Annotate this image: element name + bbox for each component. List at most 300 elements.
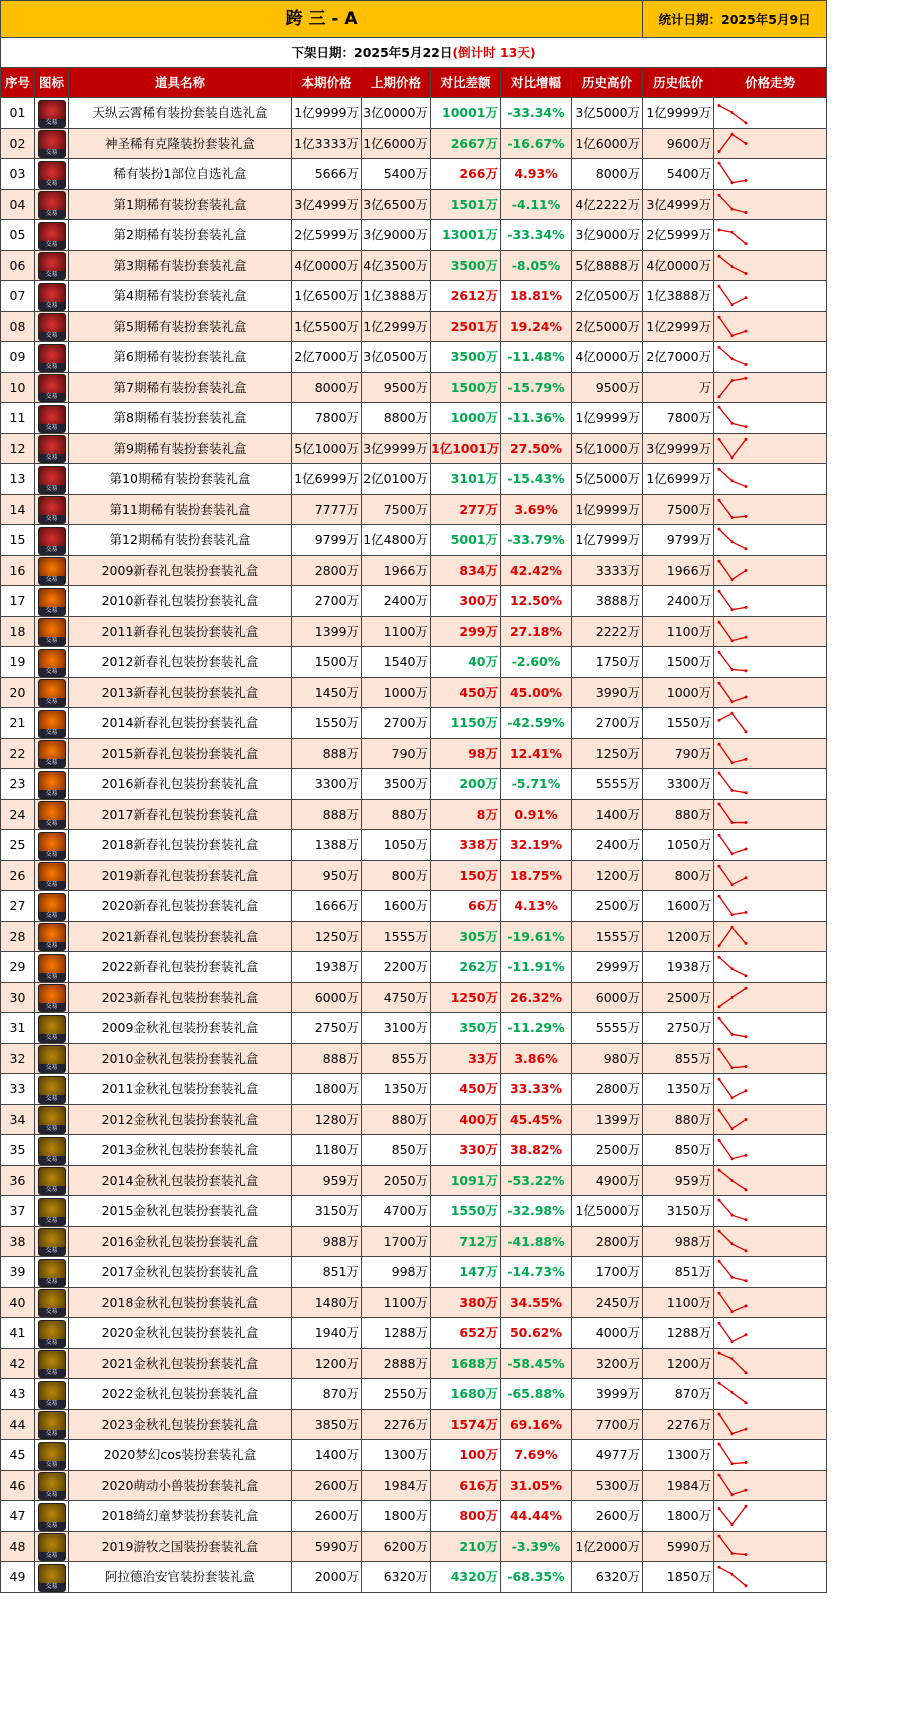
row-history-high: 1200万 [572,860,643,891]
row-trend-cell [714,1196,827,1227]
row-history-low: 1550万 [643,708,714,739]
trend-sparkline [714,769,826,798]
table-title: 跨 三 - A [1,1,643,38]
trend-point [745,876,748,879]
row-previous-price: 3亿0000万 [362,98,431,129]
trend-point [731,358,734,361]
row-item-name: 2020金秋礼包装扮套装礼盒 [69,1318,292,1349]
row-history-high: 2600万 [572,1501,643,1532]
row-icon-cell [35,830,69,861]
trend-point [731,789,734,792]
row-current-price: 9799万 [292,525,362,556]
col-header-name: 道具名称 [69,68,292,98]
row-item-name: 2018新春礼包装扮套装礼盒 [69,830,292,861]
row-item-name: 稀有装扮1部位自选礼盒 [69,159,292,190]
table-row [1,189,827,220]
row-trend-cell [714,311,827,342]
row-price-diff: 338万 [431,830,501,861]
row-history-low: 9799万 [643,525,714,556]
row-no: 11 [1,403,35,434]
row-history-low: 7800万 [643,403,714,434]
trend-point [731,1096,734,1099]
trend-point [745,1035,748,1038]
trend-line [719,1324,746,1342]
row-history-low: 5990万 [643,1531,714,1562]
row-price-change-pct: -32.98% [501,1196,572,1227]
trend-point [718,162,721,165]
trend-sparkline [714,251,826,280]
row-history-low: 1600万 [643,891,714,922]
row-trend-cell [714,403,827,434]
trend-point [745,1279,748,1282]
stat-date: 统计日期：2025年5月9日 [643,1,827,38]
row-trend-cell [714,1379,827,1410]
trend-sparkline [714,312,826,341]
row-price-diff: 1亿1001万 [431,433,501,464]
trend-point [745,1188,748,1191]
row-icon-cell [35,1135,69,1166]
gift-box-icon: 交易 [38,1167,66,1195]
row-previous-price: 1555万 [362,921,431,952]
row-icon-cell [35,677,69,708]
trend-point [718,1139,721,1142]
row-history-low: 790万 [643,738,714,769]
trend-sparkline [714,708,826,737]
trend-sparkline [714,1074,826,1103]
row-trend-cell [714,769,827,800]
row-current-price: 7777万 [292,494,362,525]
row-current-price: 5666万 [292,159,362,190]
table-row [1,708,827,739]
row-trend-cell [714,952,827,983]
row-current-price: 8000万 [292,372,362,403]
row-no: 02 [1,128,35,159]
table-row [1,1348,827,1379]
row-previous-price: 8800万 [362,403,431,434]
row-no: 25 [1,830,35,861]
row-current-price: 1399万 [292,616,362,647]
row-history-high: 3990万 [572,677,643,708]
row-no: 39 [1,1257,35,1288]
row-price-change-pct: 18.81% [501,281,572,312]
row-icon-cell [35,403,69,434]
row-history-low: 7500万 [643,494,714,525]
trend-sparkline [714,1562,826,1591]
trend-sparkline [714,1349,826,1378]
row-icon-cell [35,250,69,281]
trend-sparkline [714,1013,826,1042]
row-history-high: 4900万 [572,1165,643,1196]
trend-sparkline [714,647,826,676]
row-price-change-pct: 31.05% [501,1470,572,1501]
table-row [1,1379,827,1410]
table-row [1,677,827,708]
row-item-name: 第9期稀有装扮套装礼盒 [69,433,292,464]
row-price-diff: 380万 [431,1287,501,1318]
gift-box-icon: 交易 [38,1503,66,1531]
row-current-price: 3850万 [292,1409,362,1440]
row-price-change-pct: -4.11% [501,189,572,220]
trend-point [731,578,734,581]
row-price-diff: 200万 [431,769,501,800]
row-icon-cell [35,311,69,342]
row-icon-cell [35,433,69,464]
row-history-high: 1250万 [572,738,643,769]
row-price-change-pct: -5.71% [501,769,572,800]
row-price-diff: 1574万 [431,1409,501,1440]
row-price-change-pct: 3.86% [501,1043,572,1074]
table-row [1,891,827,922]
trend-line [719,714,746,732]
trend-point [718,150,721,153]
row-price-change-pct: -19.61% [501,921,572,952]
trend-point [745,329,748,332]
row-current-price: 2800万 [292,555,362,586]
row-trend-cell [714,860,827,891]
trend-point [731,334,734,337]
row-history-low: 5400万 [643,159,714,190]
row-no: 29 [1,952,35,983]
table-row [1,98,827,129]
row-icon-cell [35,1440,69,1471]
row-price-diff: 66万 [431,891,501,922]
trend-line [719,592,746,610]
trend-sparkline [714,1288,826,1317]
table-row [1,830,827,861]
trend-point [731,926,734,929]
trend-point [745,363,748,366]
row-item-name: 2016新春礼包装扮套装礼盒 [69,769,292,800]
row-price-diff: 712万 [431,1226,501,1257]
gift-box-icon: 交易 [38,252,66,280]
row-item-name: 第12期稀有装扮套装礼盒 [69,525,292,556]
row-item-name: 第6期稀有装扮套装礼盒 [69,342,292,373]
row-no: 19 [1,647,35,678]
table-row [1,1531,827,1562]
trend-line [719,561,746,579]
row-price-change-pct: 45.00% [501,677,572,708]
table-row [1,799,827,830]
trend-line [719,927,746,945]
row-current-price: 1938万 [292,952,362,983]
row-history-high: 2222万 [572,616,643,647]
row-price-diff: 277万 [431,494,501,525]
row-current-price: 1亿6999万 [292,464,362,495]
row-item-name: 2022新春礼包装扮套装礼盒 [69,952,292,983]
trend-line [719,1568,746,1586]
table-row [1,250,827,281]
trend-point [731,883,734,886]
row-price-change-pct: -3.39% [501,1531,572,1562]
trend-point [731,1310,734,1313]
table-row [1,220,827,251]
trend-point [718,719,721,722]
row-history-high: 1750万 [572,647,643,678]
row-current-price: 1亿5500万 [292,311,362,342]
row-no: 43 [1,1379,35,1410]
trend-point [745,272,748,275]
trend-point [731,712,734,715]
gift-box-icon: 交易 [38,1076,66,1104]
table-row [1,1440,827,1471]
row-trend-cell [714,1470,827,1501]
trend-point [731,1033,734,1036]
row-history-low: 880万 [643,1104,714,1135]
row-no: 17 [1,586,35,617]
gift-box-icon: 交易 [38,893,66,921]
trend-point [731,1276,734,1279]
trend-point [731,968,734,971]
gift-box-icon: 交易 [38,496,66,524]
trend-sparkline [714,1166,826,1195]
row-current-price: 1450万 [292,677,362,708]
row-current-price: 4亿0000万 [292,250,362,281]
row-trend-cell [714,159,827,190]
row-history-high: 2999万 [572,952,643,983]
row-item-name: 2016金秋礼包装扮套装礼盒 [69,1226,292,1257]
row-item-name: 2012新春礼包装扮套装礼盒 [69,647,292,678]
row-price-diff: 300万 [431,586,501,617]
trend-point [745,1505,748,1508]
row-history-low: 1300万 [643,1440,714,1471]
trend-line [719,256,746,273]
trend-sparkline [714,281,826,310]
row-history-high: 3亿9000万 [572,220,643,251]
table-row [1,555,827,586]
trend-point [745,1304,748,1307]
gift-box-icon: 交易 [38,862,66,890]
row-previous-price: 1000万 [362,677,431,708]
trend-line [719,1200,746,1220]
gift-box-icon: 交易 [38,1137,66,1165]
trend-line [719,1231,746,1251]
row-previous-price: 7500万 [362,494,431,525]
row-price-diff: 40万 [431,647,501,678]
trend-point [731,761,734,764]
trend-point [745,179,748,182]
row-history-high: 3333万 [572,555,643,586]
row-icon-cell [35,799,69,830]
row-price-diff: 834万 [431,555,501,586]
row-previous-price: 3500万 [362,769,431,800]
row-trend-cell [714,1531,827,1562]
trend-line [719,439,746,457]
row-item-name: 第7期稀有装扮套装礼盒 [69,372,292,403]
row-history-high: 9500万 [572,372,643,403]
row-previous-price: 998万 [362,1257,431,1288]
row-current-price: 1亿9999万 [292,98,362,129]
row-icon-cell [35,1104,69,1135]
col-header-trend: 价格走势 [714,68,827,98]
row-no: 35 [1,1135,35,1166]
row-item-name: 2013新春礼包装扮套装礼盒 [69,677,292,708]
gift-box-icon: 交易 [38,527,66,555]
row-price-change-pct: -53.22% [501,1165,572,1196]
row-current-price: 7800万 [292,403,362,434]
row-previous-price: 6320万 [362,1562,431,1593]
row-current-price: 1亿3333万 [292,128,362,159]
trend-sparkline [714,1410,826,1439]
trend-point [718,621,721,624]
gift-box-icon: 交易 [38,923,66,951]
row-previous-price: 4700万 [362,1196,431,1227]
trend-sparkline [714,678,826,707]
trend-point [718,316,721,319]
row-current-price: 5亿1000万 [292,433,362,464]
row-price-change-pct: 38.82% [501,1135,572,1166]
row-history-low: 3150万 [643,1196,714,1227]
gift-box-icon: 交易 [38,710,66,738]
row-icon-cell [35,1409,69,1440]
row-previous-price: 5400万 [362,159,431,190]
row-item-name: 2021新春礼包装扮套装礼盒 [69,921,292,952]
trend-line [719,653,746,671]
row-previous-price: 1300万 [362,1440,431,1471]
trend-line [719,317,746,335]
row-icon-cell [35,1379,69,1410]
row-price-diff: 1680万 [431,1379,501,1410]
table-row [1,1562,827,1593]
trend-sparkline [714,617,826,646]
row-history-high: 1700万 [572,1257,643,1288]
row-item-name: 神圣稀有克隆装扮套装礼盒 [69,128,292,159]
table-row [1,1318,827,1349]
row-no: 44 [1,1409,35,1440]
row-price-diff: 1550万 [431,1196,501,1227]
row-icon-cell [35,1562,69,1593]
row-icon-cell [35,1013,69,1044]
gift-box-icon: 交易 [38,374,66,402]
row-price-change-pct: -11.36% [501,403,572,434]
gift-box-icon: 交易 [38,1320,66,1348]
row-previous-price: 3亿9999万 [362,433,431,464]
col-header-current: 本期价格 [292,68,362,98]
trend-point [731,608,734,611]
row-previous-price: 4750万 [362,982,431,1013]
row-price-diff: 266万 [431,159,501,190]
row-history-low: 3亿4999万 [643,189,714,220]
gift-box-icon: 交易 [38,1472,66,1500]
trend-point [745,974,748,977]
trend-line [719,1049,746,1067]
trend-sparkline [714,1135,826,1164]
row-price-diff: 2501万 [431,311,501,342]
table-row [1,1287,827,1318]
row-trend-cell [714,891,827,922]
row-price-diff: 350万 [431,1013,501,1044]
row-trend-cell [714,1287,827,1318]
row-price-diff: 210万 [431,1531,501,1562]
table-row [1,128,827,159]
row-item-name: 2017新春礼包装扮套装礼盒 [69,799,292,830]
row-history-low: 988万 [643,1226,714,1257]
row-history-low: 1984万 [643,1470,714,1501]
row-icon-cell [35,982,69,1013]
trend-sparkline [714,1379,826,1408]
col-header-high: 历史高价 [572,68,643,98]
row-current-price: 1180万 [292,1135,362,1166]
trend-point [718,651,721,654]
trend-point [731,1127,734,1130]
row-current-price: 1666万 [292,891,362,922]
trend-line [719,1141,746,1159]
trend-point [718,1322,721,1325]
row-previous-price: 1100万 [362,616,431,647]
gift-box-icon: 交易 [38,191,66,219]
row-price-change-pct: -68.35% [501,1562,572,1593]
row-previous-price: 3亿6500万 [362,189,431,220]
row-price-change-pct: 45.45% [501,1104,572,1135]
trend-point [718,229,721,232]
row-no: 38 [1,1226,35,1257]
trend-line [719,106,746,123]
row-item-name: 2017金秋礼包装扮套装礼盒 [69,1257,292,1288]
row-history-high: 2800万 [572,1074,643,1105]
gift-box-icon: 交易 [38,679,66,707]
row-current-price: 2600万 [292,1501,362,1532]
row-trend-cell [714,616,827,647]
row-trend-cell [714,1409,827,1440]
table-row [1,1104,827,1135]
row-price-change-pct: -15.43% [501,464,572,495]
row-history-low: 1000万 [643,677,714,708]
trend-line [719,897,746,915]
row-no: 18 [1,616,35,647]
table-row [1,433,827,464]
row-history-low: 1288万 [643,1318,714,1349]
trend-point [745,142,748,145]
row-icon-cell [35,1257,69,1288]
trend-point [731,1523,734,1526]
row-previous-price: 2700万 [362,708,431,739]
row-icon-cell [35,98,69,129]
row-price-diff: 98万 [431,738,501,769]
row-history-high: 4977万 [572,1440,643,1471]
trend-point [745,1401,748,1404]
row-item-name: 天纵云霄稀有装扮套装自选礼盒 [69,98,292,129]
row-trend-cell [714,1501,827,1532]
trend-sparkline [714,1196,826,1225]
row-previous-price: 1亿6000万 [362,128,431,159]
row-trend-cell [714,1074,827,1105]
row-price-diff: 1000万 [431,403,501,434]
row-price-change-pct: -16.67% [501,128,572,159]
row-previous-price: 3亿0500万 [362,342,431,373]
trend-sparkline [714,190,826,219]
trend-sparkline [714,403,826,432]
trend-line [719,470,746,487]
row-trend-cell [714,1226,827,1257]
trend-sparkline [714,434,826,463]
row-previous-price: 1600万 [362,891,431,922]
trend-point [718,285,721,288]
row-current-price: 2000万 [292,1562,362,1593]
row-item-name: 2019新春礼包装扮套装礼盒 [69,860,292,891]
row-current-price: 870万 [292,1379,362,1410]
row-item-name: 2013金秋礼包装扮套装礼盒 [69,1135,292,1166]
trend-point [718,1473,721,1476]
row-price-diff: 3500万 [431,342,501,373]
row-history-low: 1938万 [643,952,714,983]
row-previous-price: 9500万 [362,372,431,403]
gift-box-icon: 交易 [38,1106,66,1134]
gift-box-icon: 交易 [38,588,66,616]
row-history-low: 1850万 [643,1562,714,1593]
trend-sparkline [714,159,826,188]
row-icon-cell [35,1318,69,1349]
trend-point [745,211,748,214]
trend-point [745,438,748,441]
